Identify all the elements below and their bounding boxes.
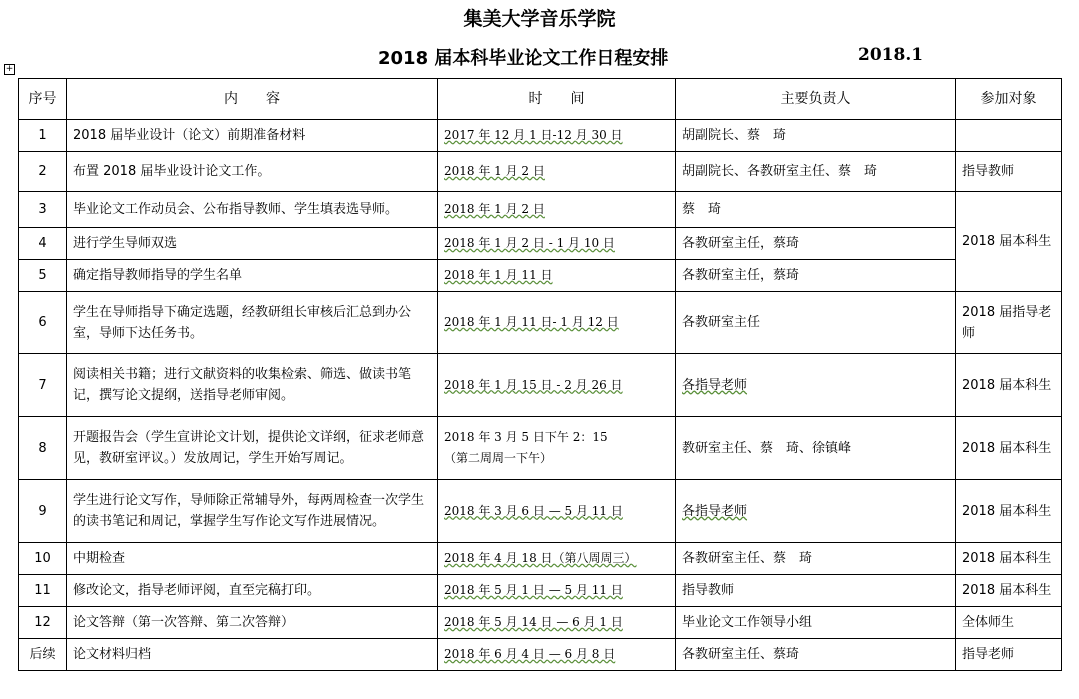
row-content: 学生在导师指导下确定选题，经教研组长审核后汇总到办公室，导师下达任务书。	[67, 292, 438, 354]
row-target: 2018 届本科生	[956, 543, 1062, 575]
table-row	[19, 480, 1062, 543]
row-person: 各教研室主任，蔡琦	[676, 260, 956, 292]
time-text: 2018 年 5 月 1 日 — 5 月 11 日	[444, 583, 623, 597]
table-row	[19, 228, 1062, 260]
row-no: 2	[19, 152, 67, 192]
row-no: 后续	[19, 639, 67, 671]
row-target: 指导教师	[956, 152, 1062, 192]
table-row	[19, 292, 1062, 354]
time-text: 2018 年 3 月 5 日下午 2：15	[444, 430, 608, 444]
row-target: 2018 届本科生	[956, 480, 1062, 543]
schedule-table	[18, 78, 1062, 671]
document-date: 2018.1	[858, 45, 924, 65]
time-text: 2017 年 12 月 1 日-12 月 30 日	[444, 128, 623, 142]
table-row	[19, 152, 1062, 192]
person-text: 各指导老师	[682, 503, 748, 519]
row-content: 论文材料归档	[67, 639, 438, 671]
row-person: 胡副院长、各教研室主任、蔡 琦	[676, 152, 956, 192]
row-time	[438, 354, 676, 417]
row-content: 阅读相关书籍；进行文献资料的收集检索、筛选、做读书笔记，撰写论文提纲，送指导老师审阅。	[67, 354, 438, 417]
time-text: 2018 年 3 月 6 日 — 5 月 11 日	[444, 503, 623, 518]
row-person: 各教研室主任、蔡琦	[676, 639, 956, 671]
table-move-handle-icon[interactable]: +	[5, 64, 14, 74]
row-content: 确定指导教师指导的学生名单	[67, 260, 438, 292]
row-target: 2018 届指导老师	[956, 292, 1062, 354]
row-target	[956, 120, 1062, 152]
person-text: 各指导老师	[682, 377, 748, 393]
row-no: 7	[19, 354, 67, 417]
row-time	[438, 152, 676, 192]
row-target: 指导老师	[956, 639, 1062, 671]
row-no: 10	[19, 543, 67, 575]
row-person: 教研室主任、蔡 琦、徐镇峰	[676, 417, 956, 480]
row-content: 2018 届毕业设计（论文）前期准备材料	[67, 120, 438, 152]
row-time	[438, 417, 676, 480]
row-time	[438, 228, 676, 260]
time-note: （第二周周一下午）	[444, 451, 553, 465]
row-time	[438, 260, 676, 292]
header-content: 内 容	[67, 79, 438, 120]
row-time	[438, 192, 676, 228]
time-text: 2018 年 1 月 2 日 - 1 月 10 日	[444, 236, 615, 250]
row-person: 各教研室主任、蔡 琦	[676, 543, 956, 575]
row-person: 各教研室主任，蔡琦	[676, 228, 956, 260]
time-text: 2018 年 1 月 2 日	[444, 202, 545, 216]
time-text: 2018 年 5 月 14 日 — 6 月 1 日	[444, 615, 623, 629]
time-text: 2018 年 4 月 18 日（第八周周三）	[444, 551, 637, 565]
table-row	[19, 120, 1062, 152]
document-subtitle: 2018 届本科毕业论文工作日程安排	[378, 48, 669, 69]
row-time	[438, 607, 676, 639]
row-target: 2018 届本科生	[956, 354, 1062, 417]
row-no: 4	[19, 228, 67, 260]
row-time	[438, 575, 676, 607]
row-person	[676, 480, 956, 543]
row-person: 指导教师	[676, 575, 956, 607]
row-content: 论文答辩（第一次答辩、第二次答辩）	[67, 607, 438, 639]
row-content: 学生进行论文写作，导师除正常辅导外，每两周检查一次学生的读书笔记和周记，掌握学生写作论文写作进展情况。	[67, 480, 438, 543]
row-person: 蔡 琦	[676, 192, 956, 228]
row-target: 2018 届本科生	[956, 417, 1062, 480]
row-target: 全体师生	[956, 607, 1062, 639]
table-row	[19, 575, 1062, 607]
row-content: 布置 2018 届毕业设计论文工作。	[67, 152, 438, 192]
row-no: 11	[19, 575, 67, 607]
row-content: 中期检查	[67, 543, 438, 575]
header-target: 参加对象	[956, 79, 1062, 120]
row-content: 开题报告会（学生宣讲论文计划，提供论文详纲，征求老师意见，教研室评议。）发放周记，学生开始写周记。	[67, 417, 438, 480]
row-no: 1	[19, 120, 67, 152]
row-content: 进行学生导师双选	[67, 228, 438, 260]
table-row	[19, 639, 1062, 671]
time-text: 2018 年 1 月 2 日	[444, 164, 545, 178]
row-time	[438, 292, 676, 354]
time-text: 2018 年 1 月 11 日- 1 月 12 日	[444, 315, 619, 329]
time-text: 2018 年 6 月 4 日 — 6 月 8 日	[444, 647, 616, 661]
header-no: 序号	[19, 79, 67, 120]
time-text: 2018 年 1 月 11 日	[444, 268, 553, 282]
time-text: 2018 年 1 月 15 日 - 2 月 26 日	[444, 377, 623, 392]
table-row	[19, 260, 1062, 292]
table-row	[19, 543, 1062, 575]
row-target: 2018 届本科生	[956, 575, 1062, 607]
row-time	[438, 543, 676, 575]
row-no: 12	[19, 607, 67, 639]
row-no: 5	[19, 260, 67, 292]
row-time	[438, 480, 676, 543]
table-row	[19, 354, 1062, 417]
row-person	[676, 354, 956, 417]
row-target: 2018 届本科生	[956, 192, 1062, 292]
row-no: 9	[19, 480, 67, 543]
table-row	[19, 417, 1062, 480]
row-content: 毕业论文工作动员会、公布指导教师、学生填表选导师。	[67, 192, 438, 228]
row-no: 8	[19, 417, 67, 480]
row-person: 各教研室主任	[676, 292, 956, 354]
document-title: 集美大学音乐学院	[463, 8, 616, 30]
row-content: 修改论文，指导老师评阅，直至完稿打印。	[67, 575, 438, 607]
table-row	[19, 192, 1062, 228]
table-row	[19, 607, 1062, 639]
header-time: 时 间	[438, 79, 676, 120]
header-person: 主要负责人	[676, 79, 956, 120]
row-no: 3	[19, 192, 67, 228]
row-person: 毕业论文工作领导小组	[676, 607, 956, 639]
row-no: 6	[19, 292, 67, 354]
row-person: 胡副院长、蔡 琦	[676, 120, 956, 152]
row-time	[438, 639, 676, 671]
table-header-row	[19, 79, 1062, 120]
row-time	[438, 120, 676, 152]
